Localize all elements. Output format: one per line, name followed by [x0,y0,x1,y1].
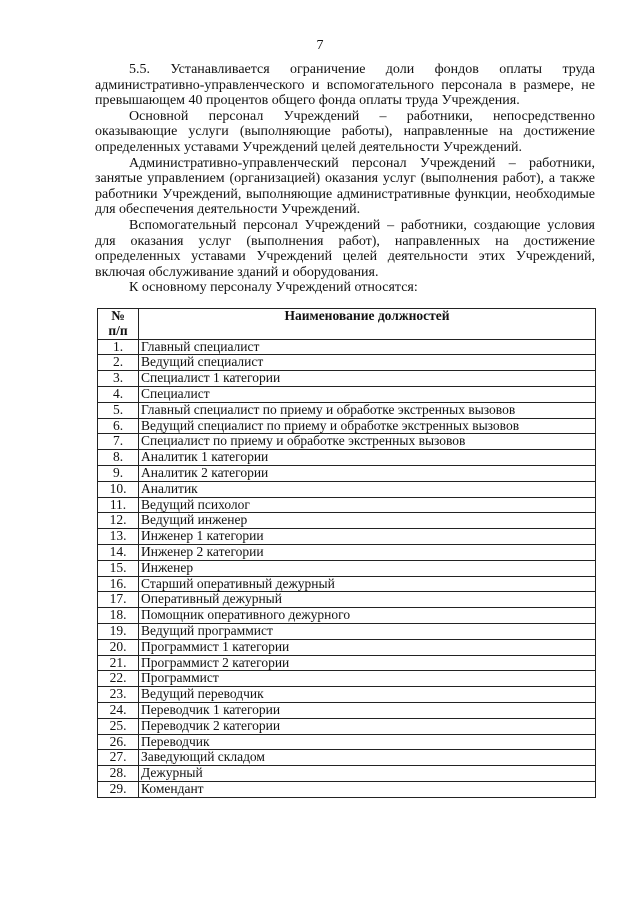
row-position-name: Ведущий переводчик [139,687,596,703]
row-position-name: Переводчик 1 категории [139,702,596,718]
table-row [98,671,596,687]
row-number: 20. [98,639,139,655]
table-body [98,339,596,797]
table-row [98,608,596,624]
row-position-name: Ведущий программист [139,623,596,639]
table-row [98,465,596,481]
row-position-name: Ведущий инженер [139,513,596,529]
row-position-name: Программист 1 категории [139,639,596,655]
body-text [95,62,595,296]
row-position-name: Аналитик 2 категории [139,465,596,481]
row-number: 1. [98,339,139,355]
table-row [98,418,596,434]
row-number: 10. [98,481,139,497]
row-position-name: Специалист [139,386,596,402]
header-number-abbrev: п/п [108,322,128,338]
row-position-name: Заведующий складом [139,750,596,766]
table-row [98,434,596,450]
row-position-name: Дежурный [139,766,596,782]
row-number: 13. [98,529,139,545]
paragraph-admin-staff: Административно-управленческий персонал Учреждений – работники, занятые управлением (организацией) оказания услуг (выполнения работ), а также работники Учреждений, выполняющие административные функции, необходимые для обеспечения деятельности Учреждений. [95,155,595,218]
row-number: 11. [98,497,139,513]
header-number-symbol: № [111,308,125,323]
row-position-name: Оперативный дежурный [139,592,596,608]
row-number: 17. [98,592,139,608]
table-row [98,481,596,497]
row-position-name: Специалист 1 категории [139,371,596,387]
paragraph-main-staff: Основной персонал Учреждений – работники, непосредственно оказывающие услуги (выполняющие работы), направленные на достижение определенных уставами Учреждений целей деятельности Учреждений. [95,108,595,155]
row-number: 25. [98,718,139,734]
row-number: 8. [98,450,139,466]
row-number: 7. [98,434,139,450]
row-position-name: Главный специалист по приему и обработке экстренных вызовов [139,402,596,418]
table-row [98,371,596,387]
row-position-name: Инженер [139,560,596,576]
row-number: 18. [98,608,139,624]
table-row [98,497,596,513]
table-row [98,639,596,655]
header-number [98,309,139,340]
paragraph-support-staff: Вспомогательный персонал Учреждений – работники, создающие условия для оказания услуг (выполнения работ), направленных на достижение определенных уставами Учреждений целей деятельности этих Учреждений, включая обслуживание зданий и оборудования. [95,217,595,280]
row-position-name: Переводчик 2 категории [139,718,596,734]
table-row [98,402,596,418]
table-row [98,655,596,671]
row-position-name: Ведущий специалист по приему и обработке экстренных вызовов [139,418,596,434]
table-header-row [98,309,596,340]
row-number: 15. [98,560,139,576]
table-row [98,766,596,782]
table-row [98,592,596,608]
row-number: 27. [98,750,139,766]
row-number: 23. [98,687,139,703]
table-row [98,450,596,466]
row-position-name: Ведущий психолог [139,497,596,513]
row-position-name: Программист 2 категории [139,655,596,671]
row-number: 4. [98,386,139,402]
row-number: 16. [98,576,139,592]
table-row [98,623,596,639]
row-position-name: Аналитик 1 категории [139,450,596,466]
row-number: 9. [98,465,139,481]
row-position-name: Программист [139,671,596,687]
row-number: 24. [98,702,139,718]
row-position-name: Помощник оперативного дежурного [139,608,596,624]
row-number: 5. [98,402,139,418]
row-position-name: Инженер 1 категории [139,529,596,545]
table-row [98,687,596,703]
table-row [98,560,596,576]
row-number: 22. [98,671,139,687]
row-number: 19. [98,623,139,639]
header-position-name: Наименование должностей [139,309,596,340]
row-number: 28. [98,766,139,782]
table-row [98,718,596,734]
table-row [98,576,596,592]
row-position-name: Старший оперативный дежурный [139,576,596,592]
row-number: 6. [98,418,139,434]
table-row [98,529,596,545]
row-position-name: Ведущий специалист [139,355,596,371]
table-row [98,355,596,371]
row-position-name: Специалист по приему и обработке экстренных вызовов [139,434,596,450]
row-number: 14. [98,544,139,560]
table-row [98,781,596,797]
row-position-name: Комендант [139,781,596,797]
table-row [98,386,596,402]
row-number: 26. [98,734,139,750]
paragraph-5-5: 5.5. Устанавливается ограничение доли фондов оплаты труда административно-управленческого и вспомогательного персонала в размере, не превышающем 40 процентов общего фонда оплаты труда Учреждения. [95,62,595,109]
table-row [98,702,596,718]
row-number: 2. [98,355,139,371]
table-row [98,734,596,750]
table-intro: К основному персоналу Учреждений относятся: [129,280,418,296]
row-position-name: Главный специалист [139,339,596,355]
row-position-name: Переводчик [139,734,596,750]
table-row [98,750,596,766]
row-number: 21. [98,655,139,671]
row-number: 12. [98,513,139,529]
table-row [98,513,596,529]
row-number: 29. [98,781,139,797]
page-number: 7 [316,38,324,53]
table-row [98,544,596,560]
table-row [98,339,596,355]
positions-table [97,308,596,798]
row-position-name: Аналитик [139,481,596,497]
row-number: 3. [98,371,139,387]
row-position-name: Инженер 2 категории [139,544,596,560]
